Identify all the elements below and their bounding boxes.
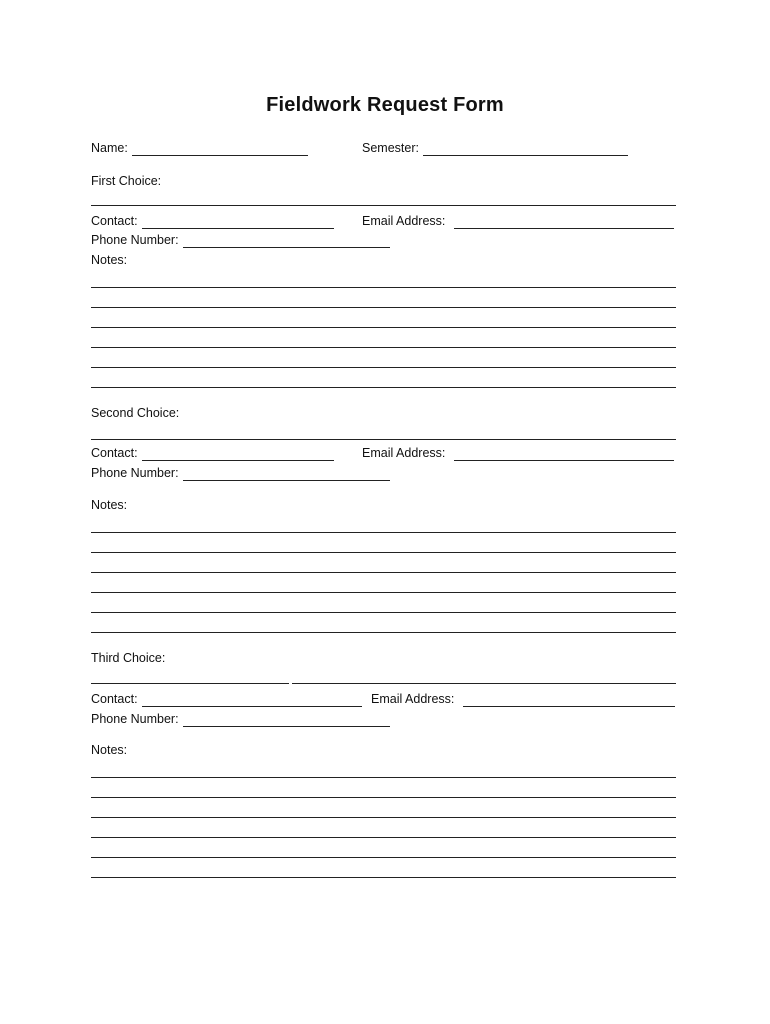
- third-phone-field[interactable]: [91, 712, 390, 727]
- second-contact-blank[interactable]: [142, 449, 334, 461]
- name-label: Name:: [91, 141, 128, 155]
- third-email-blank[interactable]: [463, 695, 675, 707]
- third-choice-line[interactable]: [292, 683, 676, 684]
- second-notes-line[interactable]: [91, 572, 676, 573]
- third-notes-line[interactable]: [91, 857, 676, 858]
- first-phone-blank[interactable]: [183, 236, 390, 248]
- first-contact-field[interactable]: [91, 214, 334, 229]
- second-phone-field[interactable]: [91, 466, 390, 481]
- third-notes-label: Notes:: [91, 743, 128, 757]
- second-contact-field[interactable]: [91, 446, 334, 461]
- first-notes-line[interactable]: [91, 287, 676, 288]
- third-notes-line[interactable]: [91, 877, 676, 878]
- third-email-field[interactable]: [371, 692, 675, 707]
- first-email-field[interactable]: [362, 214, 674, 229]
- first-choice-line[interactable]: [91, 205, 676, 206]
- semester-field[interactable]: [362, 141, 628, 156]
- second-notes-label: Notes:: [91, 498, 128, 512]
- third-phone-blank[interactable]: [183, 715, 390, 727]
- name-blank[interactable]: [132, 144, 308, 156]
- second-choice-line[interactable]: [91, 439, 676, 440]
- third-contact-field[interactable]: [91, 692, 362, 707]
- first-notes-line[interactable]: [91, 347, 676, 348]
- second-phone-label: Phone Number:: [91, 466, 179, 480]
- first-choice-heading: First Choice:: [91, 174, 162, 188]
- third-notes-line[interactable]: [91, 777, 676, 778]
- first-phone-field[interactable]: [91, 233, 390, 248]
- second-email-label: Email Address:: [362, 446, 446, 460]
- first-notes-line[interactable]: [91, 367, 676, 368]
- third-notes-line[interactable]: [91, 817, 676, 818]
- second-email-blank[interactable]: [454, 449, 674, 461]
- third-contact-label: Contact:: [91, 692, 138, 706]
- second-email-field[interactable]: [362, 446, 674, 461]
- first-notes-line[interactable]: [91, 327, 676, 328]
- first-notes-line[interactable]: [91, 387, 676, 388]
- second-notes-line[interactable]: [91, 612, 676, 613]
- third-phone-label: Phone Number:: [91, 712, 179, 726]
- third-notes-line[interactable]: [91, 837, 676, 838]
- second-notes-line[interactable]: [91, 592, 676, 593]
- first-email-label: Email Address:: [362, 214, 446, 228]
- second-notes-line[interactable]: [91, 552, 676, 553]
- third-email-label: Email Address:: [371, 692, 455, 706]
- third-choice-line[interactable]: [91, 683, 289, 684]
- first-contact-label: Contact:: [91, 214, 138, 228]
- semester-label: Semester:: [362, 141, 419, 155]
- first-notes-line[interactable]: [91, 307, 676, 308]
- third-contact-blank[interactable]: [142, 695, 362, 707]
- second-choice-heading: Second Choice:: [91, 406, 180, 420]
- first-contact-blank[interactable]: [142, 217, 334, 229]
- third-choice-heading: Third Choice:: [91, 651, 166, 665]
- first-email-blank[interactable]: [454, 217, 674, 229]
- name-field[interactable]: [91, 141, 308, 156]
- first-phone-label: Phone Number:: [91, 233, 179, 247]
- second-notes-line[interactable]: [91, 532, 676, 533]
- third-notes-line[interactable]: [91, 797, 676, 798]
- form-title: Fieldwork Request Form: [266, 94, 504, 116]
- semester-blank[interactable]: [423, 144, 628, 156]
- second-notes-line[interactable]: [91, 632, 676, 633]
- first-notes-label: Notes:: [91, 253, 128, 267]
- second-contact-label: Contact:: [91, 446, 138, 460]
- second-phone-blank[interactable]: [183, 469, 390, 481]
